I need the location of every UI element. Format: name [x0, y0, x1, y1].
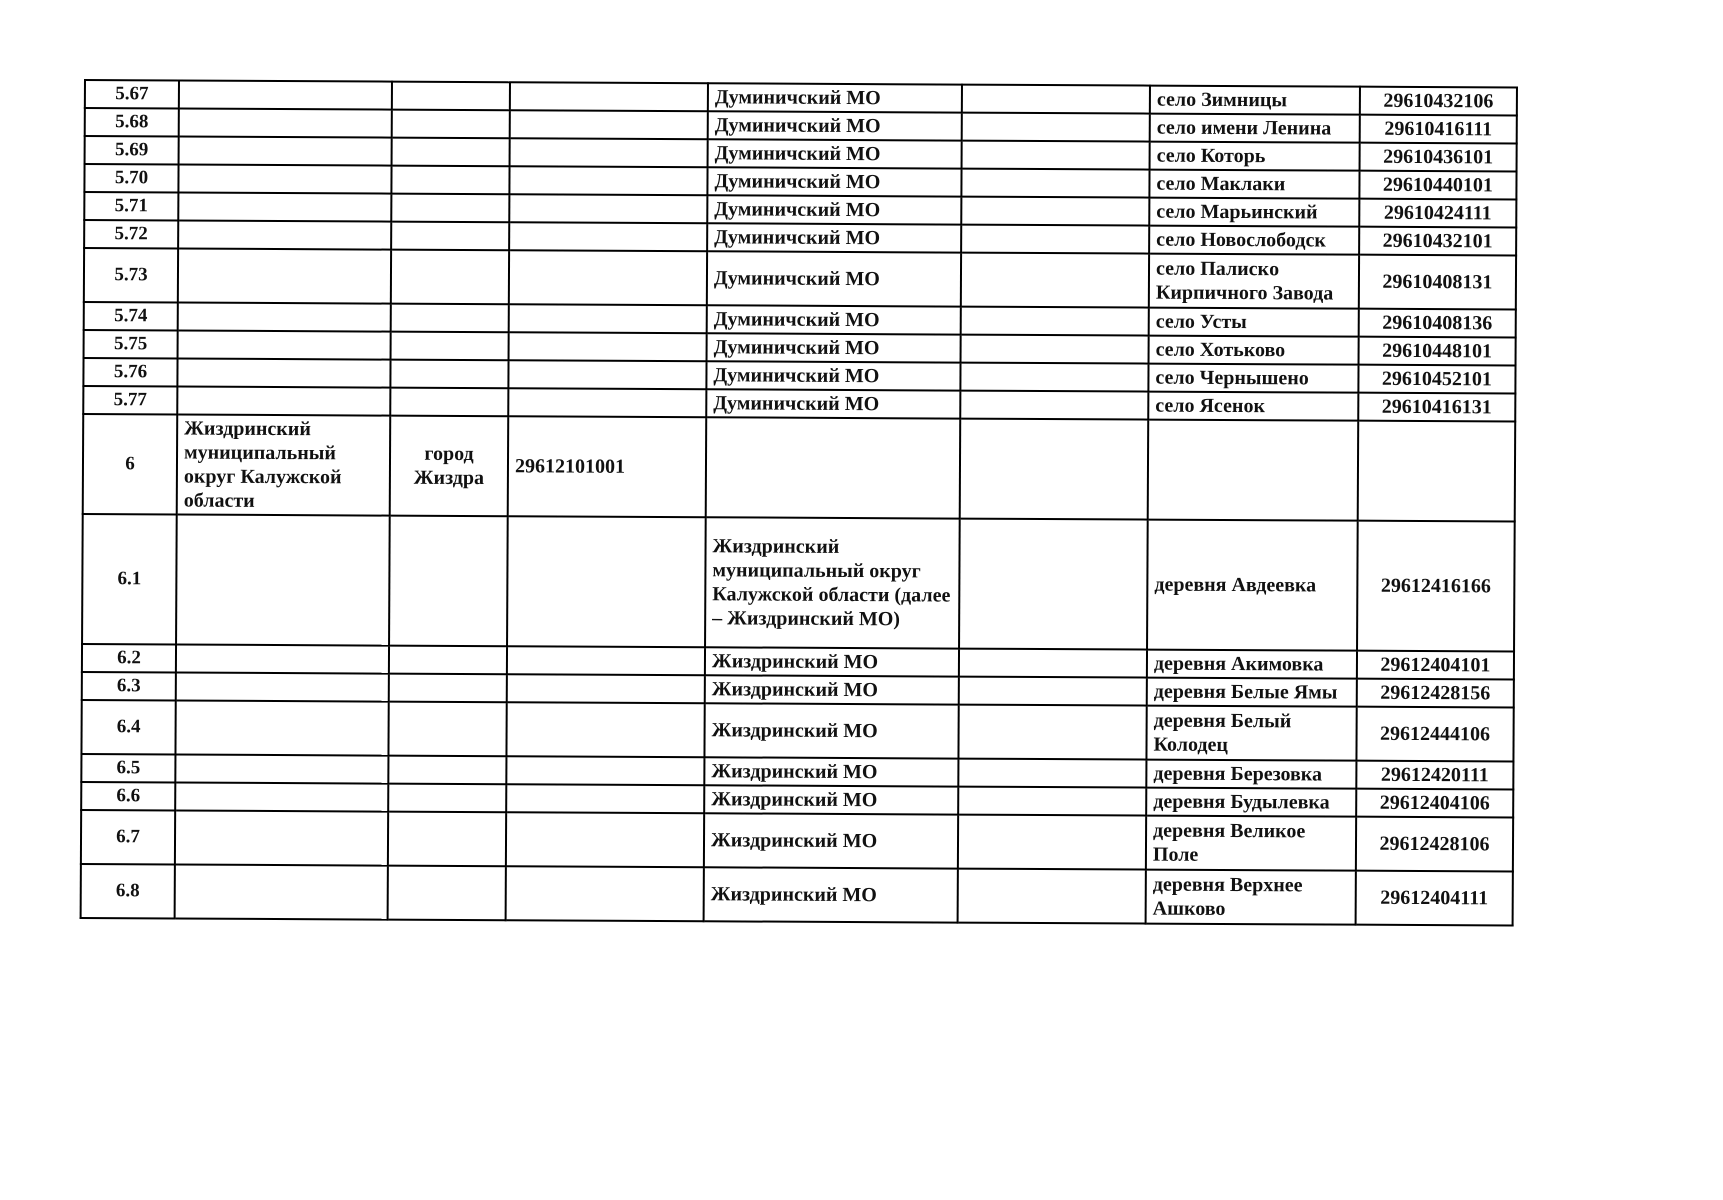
row-number: 6.1 [82, 514, 177, 644]
row-number: 6.2 [82, 644, 176, 672]
municipality-cell [178, 192, 391, 221]
empty-cell [961, 253, 1149, 308]
mo-name-cell: Жиздринский МО [704, 785, 958, 814]
settlements-table [80, 79, 1518, 926]
admin-center-cell [391, 304, 509, 333]
row-number: 6.7 [81, 810, 175, 864]
empty-cell [962, 141, 1150, 170]
center-code-cell [508, 360, 706, 389]
oktmo-code-cell: 29610436101 [1360, 143, 1517, 172]
table-row [81, 810, 1513, 871]
center-code-cell [506, 812, 704, 867]
mo-name-cell: Думиничский МО [707, 305, 961, 334]
center-code-cell [510, 138, 708, 167]
row-number: 5.68 [85, 108, 179, 136]
table-row [82, 514, 1515, 651]
center-code-cell [509, 166, 707, 195]
municipality-cell [179, 136, 392, 165]
settlement-name-cell: село Новослободск [1149, 226, 1359, 255]
center-code-cell [510, 110, 708, 139]
empty-cell [958, 705, 1146, 760]
municipality-cell [179, 80, 392, 109]
empty-cell [959, 677, 1147, 706]
settlement-name-cell: село Зимницы [1150, 86, 1360, 115]
empty-cell [959, 649, 1147, 678]
admin-center-cell [389, 516, 508, 647]
settlement-name-cell: село Ясенок [1148, 392, 1358, 421]
oktmo-code-cell: 29610416131 [1358, 393, 1515, 422]
oktmo-code-cell: 29612416166 [1357, 521, 1515, 652]
municipality-cell [178, 330, 391, 359]
center-code-cell [509, 304, 707, 333]
admin-center-cell [392, 138, 510, 167]
admin-center-cell [389, 646, 507, 675]
empty-cell [961, 225, 1149, 254]
empty-cell [959, 519, 1148, 650]
settlement-name-cell: деревня Акимовка [1147, 650, 1357, 679]
empty-cell [960, 391, 1148, 420]
settlement-name-cell: село Палискo Кирпичного Завода [1149, 254, 1359, 309]
empty-cell [960, 419, 1149, 520]
center-code-cell [509, 222, 707, 251]
oktmo-code-cell: 29612404106 [1356, 789, 1513, 818]
oktmo-code-cell: 29612428156 [1357, 679, 1514, 708]
center-code-cell: 29612101001 [508, 416, 707, 517]
table-row [81, 700, 1513, 761]
settlement-name-cell: деревня Великое Поле [1146, 816, 1356, 871]
oktmo-code-cell: 29610452101 [1358, 365, 1515, 394]
mo-name-cell: Думиничский МО [707, 195, 961, 224]
mo-name-cell: Думиничский МО [706, 389, 960, 418]
municipality-cell [175, 810, 388, 865]
mo-name-cell: Жиздринский МО [704, 757, 958, 786]
mo-name-cell: Думиничский МО [707, 167, 961, 196]
empty-cell [958, 869, 1146, 924]
row-number: 6.5 [81, 754, 175, 782]
oktmo-code-cell [1358, 421, 1516, 522]
municipality-cell: Жиздринский муниципальный округ Калужской области [177, 414, 391, 515]
mo-name-cell: Думиничский МО [707, 251, 961, 306]
row-number: 6 [83, 414, 178, 514]
admin-center-cell [388, 702, 506, 757]
oktmo-code-cell: 29612404111 [1356, 871, 1513, 926]
empty-cell [958, 787, 1146, 816]
table-row [81, 864, 1513, 925]
settlement-name-cell: деревня Белые Ямы [1147, 678, 1357, 707]
municipality-cell [178, 248, 391, 303]
oktmo-code-cell: 29612428106 [1356, 817, 1513, 872]
center-code-cell [506, 756, 704, 785]
admin-center-cell: город Жиздра [390, 416, 509, 517]
admin-center-cell [392, 110, 510, 139]
admin-center-cell [391, 222, 509, 251]
row-number: 6.8 [81, 864, 175, 918]
settlement-name-cell: деревня Белый Колодец [1146, 706, 1356, 761]
admin-center-cell [390, 360, 508, 389]
admin-center-cell [388, 784, 506, 813]
row-number: 6.4 [81, 700, 175, 754]
empty-cell [958, 759, 1146, 788]
mo-name-cell: Думиничский МО [708, 139, 962, 168]
admin-center-cell [391, 194, 509, 223]
admin-center-cell [389, 674, 507, 703]
empty-cell [961, 169, 1149, 198]
municipality-cell [177, 386, 390, 415]
municipality-cell [178, 164, 391, 193]
admin-center-cell [391, 166, 509, 195]
center-code-cell [506, 784, 704, 813]
center-code-cell [506, 702, 704, 757]
oktmo-code-cell: 29612404101 [1357, 651, 1514, 680]
empty-cell [962, 85, 1150, 114]
admin-center-cell [391, 250, 509, 305]
municipality-cell [177, 358, 390, 387]
oktmo-code-cell: 29612420111 [1356, 761, 1513, 790]
center-code-cell [510, 82, 708, 111]
empty-cell [961, 307, 1149, 336]
table-row [83, 414, 1516, 521]
admin-center-cell [391, 332, 509, 361]
oktmo-code-cell: 29610448101 [1359, 337, 1516, 366]
mo-name-cell: Думиничский МО [708, 111, 962, 140]
empty-cell [962, 113, 1150, 142]
mo-name-cell: Жиздринский муниципальный округ Калужской области (далее – Жиздринский МО) [705, 517, 960, 648]
empty-cell [958, 815, 1146, 870]
center-code-cell [508, 388, 706, 417]
settlement-name-cell: село Усты [1149, 308, 1359, 337]
row-number: 5.71 [84, 192, 178, 220]
oktmo-code-cell: 29612444106 [1356, 707, 1513, 762]
oktmo-code-cell: 29610424111 [1359, 199, 1516, 228]
oktmo-code-cell: 29610408131 [1359, 255, 1516, 310]
mo-name-cell: Жиздринский МО [705, 647, 959, 676]
mo-name-cell: Думиничский МО [707, 223, 961, 252]
settlement-name-cell: село Маклаки [1149, 170, 1359, 199]
oktmo-code-cell: 29610432106 [1360, 87, 1517, 116]
settlement-name-cell: село Которь [1150, 142, 1360, 171]
center-code-cell [506, 866, 704, 921]
center-code-cell [507, 646, 705, 675]
municipality-cell [178, 220, 391, 249]
row-number: 6.3 [82, 672, 176, 700]
municipality-cell [175, 864, 388, 919]
center-code-cell [507, 516, 706, 647]
municipality-cell [175, 782, 388, 811]
settlement-name-cell: село Хотьково [1149, 336, 1359, 365]
empty-cell [961, 335, 1149, 364]
settlement-name-cell: деревня Авдеевка [1147, 520, 1358, 651]
admin-center-cell [388, 812, 506, 867]
admin-center-cell [388, 756, 506, 785]
center-code-cell [509, 250, 707, 305]
empty-cell [960, 363, 1148, 392]
oktmo-code-cell: 29610432101 [1359, 227, 1516, 256]
mo-name-cell: Думиничский МО [708, 83, 962, 112]
municipality-cell [175, 754, 388, 783]
admin-center-cell [388, 866, 506, 921]
mo-name-cell: Думиничский МО [706, 361, 960, 390]
settlement-name-cell: село имени Ленина [1150, 114, 1360, 143]
settlement-name-cell: село Марьинский [1149, 198, 1359, 227]
row-number: 5.72 [84, 220, 178, 248]
settlement-name-cell: деревня Березовка [1146, 760, 1356, 789]
mo-name-cell: Жиздринский МО [704, 867, 958, 922]
admin-center-cell [390, 388, 508, 417]
settlement-name-cell: село Чернышено [1148, 364, 1358, 393]
row-number: 6.6 [81, 782, 175, 810]
center-code-cell [509, 194, 707, 223]
center-code-cell [507, 674, 705, 703]
row-number: 5.67 [85, 80, 179, 108]
mo-name-cell [706, 417, 961, 518]
settlement-name-cell: деревня Будылевка [1146, 788, 1356, 817]
oktmo-code-cell: 29610440101 [1359, 171, 1516, 200]
admin-center-cell [392, 82, 510, 111]
center-code-cell [509, 332, 707, 361]
settlement-name-cell: деревня Верхнее Ашково [1146, 870, 1356, 925]
mo-name-cell: Жиздринский МО [705, 675, 959, 704]
municipality-cell [176, 644, 389, 673]
row-number: 5.73 [84, 248, 178, 302]
mo-name-cell: Жиздринский МО [704, 703, 958, 758]
row-number: 5.75 [84, 330, 178, 358]
row-number: 5.69 [85, 136, 179, 164]
row-number: 5.76 [83, 358, 177, 386]
mo-name-cell: Думиничский МО [707, 333, 961, 362]
table-row [84, 248, 1516, 309]
municipality-cell [176, 514, 390, 645]
municipality-cell [178, 302, 391, 331]
municipality-cell [176, 672, 389, 701]
mo-name-cell: Жиздринский МО [704, 813, 958, 868]
row-number: 5.74 [84, 302, 178, 330]
oktmo-code-cell: 29610416111 [1360, 115, 1517, 144]
row-number: 5.77 [83, 386, 177, 414]
oktmo-code-cell: 29610408136 [1359, 309, 1516, 338]
settlement-name-cell [1148, 420, 1359, 521]
municipality-cell [179, 108, 392, 137]
municipality-cell [175, 700, 388, 755]
row-number: 5.70 [84, 164, 178, 192]
empty-cell [961, 197, 1149, 226]
